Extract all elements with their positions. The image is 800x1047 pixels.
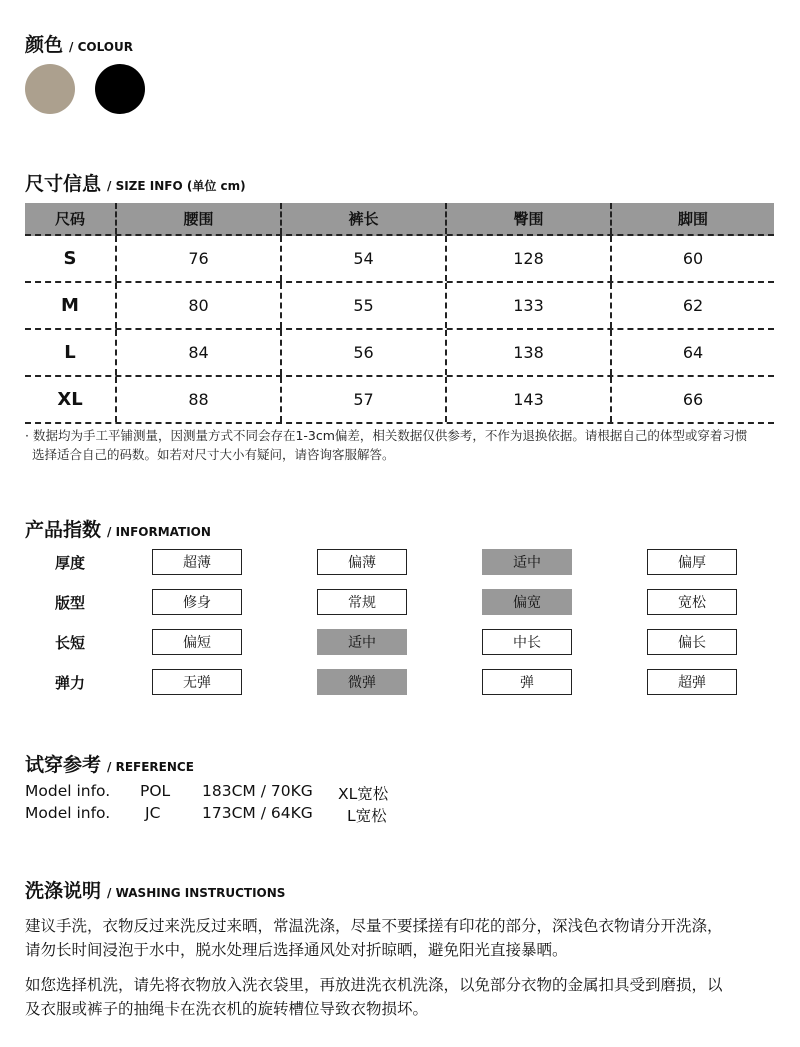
model-stats: 183CM / 70KG (202, 782, 313, 800)
size-table (25, 203, 774, 424)
size-cell: M (61, 295, 79, 316)
size-cell: 62 (610, 283, 774, 328)
reference-title-cn: 试穿参考 (25, 754, 102, 776)
size-table-row (25, 330, 774, 377)
size-note-line: · 数据均为手工平铺测量，因测量方式不同会存在1-3cm偏差，相关数据仅供参考，不作为退换依据。请根据自己的体型或穿着习惯 (25, 428, 748, 443)
model-name: JC (145, 804, 161, 822)
size-cell: 54 (280, 236, 445, 281)
size-note-line: 选择适合自己的码数。如若对尺寸大小有疑问，请咨询客服解答。 (32, 447, 395, 462)
size-cell: 133 (445, 283, 610, 328)
model-fit: XL宽松 (338, 785, 389, 803)
washing-line: 如您选择机洗，请先将衣物放入洗衣袋里，再放进洗衣机洗涤，以免部分衣物的金属扣具受到磨损，以 (25, 976, 723, 994)
info-option[interactable]: 弹 (482, 669, 572, 695)
info-option[interactable]: 无弹 (152, 669, 242, 695)
size-header-cell: 腰围 (115, 203, 280, 234)
size-table-row (25, 377, 774, 424)
info-option[interactable]: 适中 (482, 549, 572, 575)
info-option[interactable]: 超弹 (647, 669, 737, 695)
model-label: Model info. (25, 782, 111, 800)
info-row-label: 弹力 (55, 674, 86, 692)
info-option[interactable]: 宽松 (647, 589, 737, 615)
size-cell: 84 (115, 330, 280, 375)
washing-line: 建议手洗，衣物反过来洗反过来晒，常温洗涤，尽量不要揉搓有印花的部分，深浅色衣物请分开洗涤， (25, 917, 723, 935)
size-title-en: / SIZE INFO (单位 cm) (107, 179, 246, 193)
info-option[interactable]: 适中 (317, 629, 407, 655)
info-option[interactable]: 偏宽 (482, 589, 572, 615)
size-table-header (25, 203, 774, 236)
info-option[interactable]: 偏厚 (647, 549, 737, 575)
model-stats: 173CM / 64KG (202, 804, 313, 822)
info-title-en: / INFORMATION (107, 525, 211, 539)
size-cell: 60 (610, 236, 774, 281)
size-cell: 57 (280, 377, 445, 422)
size-note (25, 426, 785, 464)
info-option[interactable]: 中长 (482, 629, 572, 655)
washing-paragraph-machine (25, 973, 780, 1021)
size-cell: S (63, 248, 77, 269)
reference-section-title (25, 750, 194, 777)
washing-line: 及衣服或裤子的抽绳卡在洗衣机的旋转槽位导致衣物损坏。 (25, 1000, 429, 1018)
size-cell: 128 (445, 236, 610, 281)
washing-title-en: / WASHING INSTRUCTIONS (107, 886, 286, 900)
info-option[interactable]: 超薄 (152, 549, 242, 575)
size-cell: 88 (115, 377, 280, 422)
size-table-row (25, 236, 774, 283)
info-option[interactable]: 偏短 (152, 629, 242, 655)
info-option[interactable]: 偏长 (647, 629, 737, 655)
size-cell: 138 (445, 330, 610, 375)
colour-section-title (25, 30, 133, 57)
info-row-length (25, 629, 775, 655)
model-fit: L宽松 (347, 807, 387, 825)
model-label: Model info. (25, 804, 111, 822)
info-row-stretch (25, 669, 775, 695)
info-option[interactable]: 常规 (317, 589, 407, 615)
info-row-label: 厚度 (55, 554, 86, 572)
size-cell: 143 (445, 377, 610, 422)
size-header-cell: 脚围 (610, 203, 774, 234)
info-option[interactable]: 偏薄 (317, 549, 407, 575)
info-title-cn: 产品指数 (25, 519, 102, 541)
size-header-cell: 裤长 (280, 203, 445, 234)
washing-paragraph-hand (25, 914, 780, 962)
washing-line: 请勿长时间浸泡于水中，脱水处理后选择通风处对折晾晒，避免阳光直接暴晒。 (25, 941, 568, 959)
size-title-cn: 尺寸信息 (25, 173, 102, 195)
washing-title-cn: 洗涤说明 (25, 880, 102, 902)
size-section-title (25, 169, 246, 196)
info-row-thickness (25, 549, 775, 575)
size-cell: 55 (280, 283, 445, 328)
colour-title-en: / COLOUR (69, 40, 133, 54)
washing-section-title (25, 876, 285, 903)
size-cell: L (64, 342, 76, 363)
size-cell: XL (57, 389, 83, 410)
info-row-label: 长短 (55, 634, 86, 652)
info-option[interactable]: 微弹 (317, 669, 407, 695)
colour-title-cn: 颜色 (25, 34, 64, 56)
size-cell: 56 (280, 330, 445, 375)
size-cell: 76 (115, 236, 280, 281)
info-option[interactable]: 修身 (152, 589, 242, 615)
size-cell: 66 (610, 377, 774, 422)
size-header-cell: 臀围 (445, 203, 610, 234)
size-cell: 80 (115, 283, 280, 328)
size-cell: 64 (610, 330, 774, 375)
info-row-fit (25, 589, 775, 615)
size-table-row (25, 283, 774, 330)
size-header-cell: 尺码 (54, 210, 85, 228)
colour-swatch-black[interactable] (95, 64, 145, 114)
info-section-title (25, 515, 211, 542)
model-name: POL (140, 782, 171, 800)
colour-swatch-khaki[interactable] (25, 64, 75, 114)
info-row-label: 版型 (55, 594, 86, 612)
reference-title-en: / REFERENCE (107, 760, 194, 774)
